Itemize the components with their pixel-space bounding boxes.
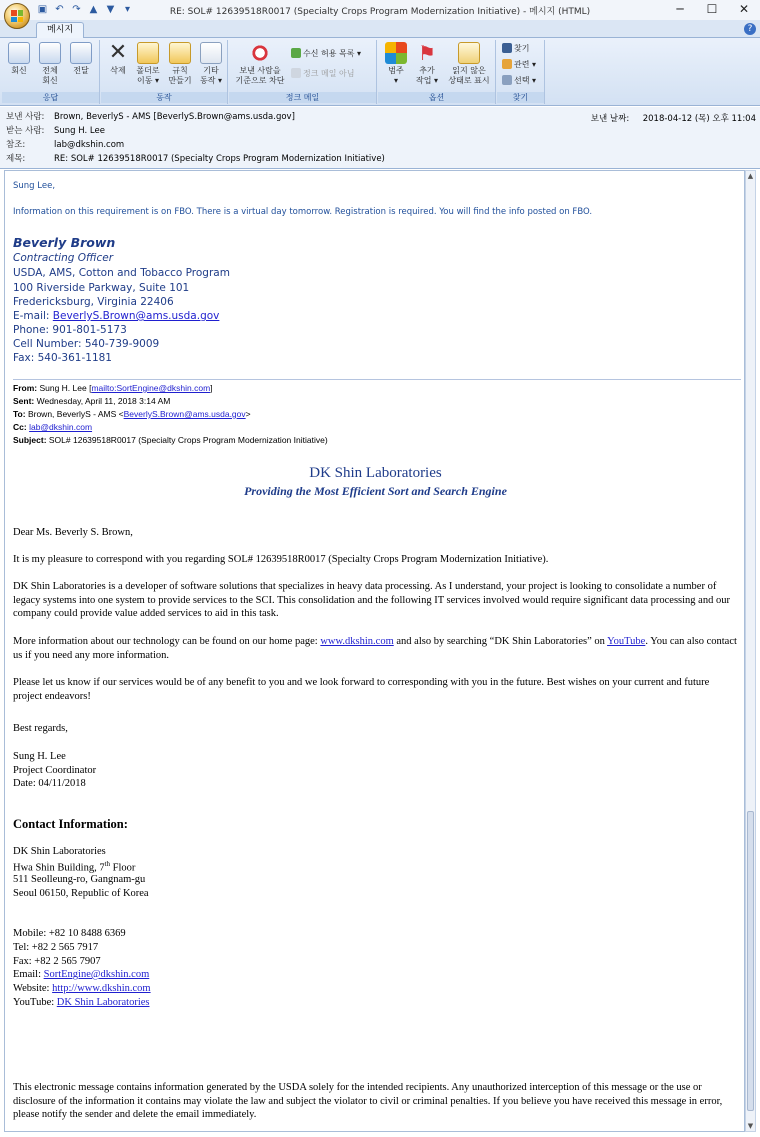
scroll-down-icon[interactable]: ▼ bbox=[747, 1122, 754, 1130]
title-bar bbox=[0, 0, 760, 20]
disclaimer: This electronic message contains information generated by the USDA solely for the intended recipients. Any unauthorized interception of this message or the use or disclosure of the information it contains may violate the law and subject the violator to civil or criminal penalties. If you believe you have received this message in error, please notify the sender and delete the email immediately. bbox=[13, 1082, 723, 1120]
header-from: 보낸 사람: Brown, BeverlyS - AMS [BeverlyS.Brown@ams.usda.gov] bbox=[6, 112, 295, 122]
follow-up-button[interactable]: ⚑ 추가 작업 ▾ bbox=[415, 41, 438, 85]
categorize-icon bbox=[385, 42, 407, 64]
contact-youtube-link[interactable]: DK Shin Laboratories bbox=[56, 997, 150, 1008]
reply-body: Information on this requirement is on FBO. There is a virtual day tomorrow. Registration is required. You will find the info posted on FBO. bbox=[13, 207, 593, 217]
letter-role: Project Coordinator bbox=[13, 765, 97, 776]
signature-name: Beverly Brown bbox=[13, 235, 116, 250]
header-to: 받는 사람: Sung H. Lee bbox=[6, 126, 105, 136]
company-tagline: Providing the Most Efficient Sort and Search Engine bbox=[244, 484, 507, 498]
office-logo-icon bbox=[11, 10, 23, 22]
group-actions-label: 동작 bbox=[101, 92, 227, 103]
group-junk bbox=[229, 40, 377, 104]
contact-fax: Fax: +82 2 565 7907 bbox=[13, 956, 101, 967]
signature-address-2: Fredericksburg, Virginia 22406 bbox=[13, 296, 174, 308]
redo-icon[interactable]: ↷ bbox=[72, 4, 81, 15]
contact-tel: Tel: +82 2 565 7917 bbox=[13, 942, 99, 953]
reply-button[interactable]: 회신 bbox=[6, 42, 32, 76]
group-find bbox=[497, 40, 545, 104]
group-options bbox=[378, 40, 496, 104]
contact-street: 511 Seolleung-ro, Gangnam-gu bbox=[13, 874, 146, 885]
categorize-button[interactable]: 범주 ▾ bbox=[382, 42, 410, 86]
delete-icon: ✕ bbox=[108, 40, 128, 65]
sent-value: 2018-04-12 (목) 오후 11:04 bbox=[642, 114, 756, 124]
ribbon bbox=[0, 38, 760, 106]
ribbon-tab-row bbox=[0, 20, 760, 38]
letter-salutation: Dear Ms. Beverly S. Brown, bbox=[13, 527, 133, 538]
flag-icon: ⚑ bbox=[418, 41, 436, 65]
letter-paragraph-1: It is my pleasure to correspond with you regarding SOL# 12639518R0017 (Specialty Crops Program Modernization Initiative). bbox=[13, 554, 549, 565]
other-actions-button[interactable]: 기타 동작 ▾ bbox=[197, 42, 225, 86]
envelope-icon bbox=[458, 42, 480, 64]
contact-city: Seoul 06150, Republic of Korea bbox=[13, 888, 149, 899]
signature-title: Contracting Officer bbox=[13, 252, 114, 264]
fwd-to: To: Brown, BeverlyS - AMS <BeverlyS.Brown@ams.usda.gov> bbox=[13, 409, 251, 419]
move-to-folder-button[interactable]: 폴더로 이동 ▾ bbox=[133, 42, 163, 86]
letter-paragraph-3: More information about our technology can be found on our home page: www.dkshin.com and also by searching “DK Shin Laboratories” on YouTube. You can also contact us if you need any more information. bbox=[13, 636, 737, 661]
signature-fax: Fax: 540-361-1181 bbox=[13, 352, 112, 364]
folder-icon bbox=[137, 42, 159, 64]
forward-button[interactable]: 전달 bbox=[68, 42, 94, 76]
delete-button[interactable]: ✕ 삭제 bbox=[108, 40, 128, 75]
letter-closing: Best regards, bbox=[13, 723, 68, 734]
undo-icon[interactable]: ↶ bbox=[55, 4, 64, 15]
message-headers bbox=[0, 107, 760, 169]
letter-paragraph-2: DK Shin Laboratories is a developer of software solutions that specializes in heavy data processing. As I understand, your project is looking to consolidate a number of legacy systems into one system to provide services to the SCI. This consolidation and the following IT services involved would require significant data processing and our company could provide value added services to aid in this task. bbox=[13, 581, 730, 619]
contact-email: Email: SortEngine@dkshin.com bbox=[13, 969, 150, 980]
scroll-up-icon[interactable]: ▲ bbox=[747, 172, 754, 180]
fwd-to-link[interactable]: BeverlyS.Brown@ams.usda.gov bbox=[123, 409, 246, 419]
letter-name: Sung H. Lee bbox=[13, 751, 66, 762]
create-rule-button[interactable]: 규칙 만들기 bbox=[165, 42, 195, 86]
reply-all-icon bbox=[39, 42, 61, 64]
scroll-thumb[interactable] bbox=[747, 811, 754, 1111]
fwd-sent: Sent: Wednesday, April 11, 2018 3:14 AM bbox=[13, 396, 171, 406]
related-button[interactable]: 관련 ▾ bbox=[502, 59, 536, 71]
homepage-link[interactable]: www.dkshin.com bbox=[320, 636, 394, 647]
safe-list-button[interactable]: 수신 허용 목록 ▾ bbox=[291, 48, 361, 60]
letter-date: Date: 04/11/2018 bbox=[13, 778, 86, 789]
message-body[interactable] bbox=[4, 170, 745, 1132]
company-title: DK Shin Laboratories bbox=[309, 465, 442, 481]
tab-message[interactable]: 메시지 bbox=[36, 22, 84, 38]
window-title: RE: SOL# 12639518R0017 (Specialty Crops Program Modernization Initiative) - 메시지 (HTML) bbox=[169, 7, 591, 17]
letter-paragraph-4: Please let us know if our services would be of any benefit to you and we look forward to corresponding with you in the future. Best wishes on your current and future project endeavors! bbox=[13, 677, 710, 702]
rules-icon bbox=[169, 42, 191, 64]
find-button[interactable]: 찾기 bbox=[502, 43, 529, 55]
contact-mobile: Mobile: +82 10 8488 6369 bbox=[13, 928, 126, 939]
contact-youtube: YouTube: DK Shin Laboratories bbox=[13, 997, 150, 1008]
contact-heading: Contact Information: bbox=[13, 817, 128, 831]
group-options-label: 옵션 bbox=[378, 92, 495, 103]
reply-icon bbox=[8, 42, 30, 64]
binoculars-icon bbox=[502, 43, 512, 53]
contact-website: Website: http://www.dkshin.com bbox=[13, 983, 151, 994]
fwd-cc-link[interactable]: lab@dkshin.com bbox=[29, 422, 93, 432]
contact-email-link[interactable]: SortEngine@dkshin.com bbox=[43, 969, 150, 980]
signature-email-link[interactable]: BeverlyS.Brown@ams.usda.gov bbox=[52, 310, 220, 322]
divider bbox=[13, 379, 741, 380]
save-icon[interactable]: ▣ bbox=[37, 4, 48, 15]
close-button[interactable]: ✕ bbox=[738, 2, 750, 16]
vertical-scrollbar[interactable] bbox=[745, 170, 756, 1132]
forwarded-header bbox=[13, 379, 741, 451]
next-item-icon[interactable]: ▼ bbox=[106, 4, 115, 15]
fwd-cc: Cc: lab@dkshin.com bbox=[13, 422, 93, 432]
office-button[interactable] bbox=[4, 3, 30, 29]
header-cc: 참조: lab@dkshin.com bbox=[6, 140, 125, 150]
signature-phone: Phone: 901-801-5173 bbox=[13, 324, 127, 336]
not-junk-icon bbox=[291, 68, 301, 78]
mark-unread-button[interactable]: 읽지 않은 상태로 표시 bbox=[444, 42, 494, 86]
signature-cell: Cell Number: 540-739-9009 bbox=[13, 338, 160, 350]
cursor-icon bbox=[502, 75, 512, 85]
group-actions bbox=[101, 40, 228, 104]
reply-all-button[interactable]: 전체 회신 bbox=[36, 42, 64, 86]
group-find-label: 찾기 bbox=[497, 92, 544, 103]
group-reply bbox=[2, 40, 100, 104]
safe-list-icon bbox=[291, 48, 301, 58]
window-controls bbox=[664, 0, 760, 20]
related-icon bbox=[502, 59, 512, 69]
from-value[interactable]: Brown, BeverlyS - AMS [BeverlyS.Brown@ams.usda.gov] bbox=[54, 112, 295, 122]
contact-website-link[interactable]: http://www.dkshin.com bbox=[52, 983, 151, 994]
fwd-from: From: Sung H. Lee [mailto:SortEngine@dkshin.com] bbox=[13, 383, 213, 393]
help-icon[interactable]: ? bbox=[744, 23, 756, 35]
signature-org: USDA, AMS, Cotton and Tobacco Program bbox=[13, 267, 230, 279]
header-sent: 보낸 날짜: 2018-04-12 (목) 오후 11:04 bbox=[590, 114, 756, 124]
contact-company: DK Shin Laboratories bbox=[13, 846, 106, 857]
customize-qat-icon[interactable]: ▾ bbox=[124, 4, 131, 15]
other-actions-icon bbox=[200, 42, 222, 64]
group-junk-label: 정크 메일 bbox=[229, 92, 376, 103]
maximize-button[interactable]: ☐ bbox=[706, 2, 718, 16]
header-subject: 제목: RE: SOL# 12639518R0017 (Specialty Crops Program Modernization Initiative) bbox=[6, 154, 385, 164]
youtube-link[interactable]: YouTube bbox=[607, 636, 646, 647]
forward-icon bbox=[70, 42, 92, 64]
minimize-button[interactable]: ─ bbox=[676, 2, 684, 16]
cc-value[interactable]: lab@dkshin.com bbox=[54, 140, 125, 150]
select-button[interactable]: 선택 ▾ bbox=[502, 75, 536, 87]
group-reply-label: 응답 bbox=[2, 92, 99, 103]
signature-address-1: 100 Riverside Parkway, Suite 101 bbox=[13, 282, 190, 294]
not-junk-button[interactable]: 정크 메일 아님 bbox=[291, 68, 354, 80]
reply-greeting: Sung Lee, bbox=[13, 181, 56, 191]
contact-building: Hwa Shin Building, 7th Floor bbox=[13, 860, 136, 874]
previous-item-icon[interactable]: ▲ bbox=[89, 4, 98, 15]
to-value[interactable]: Sung H. Lee bbox=[54, 126, 105, 136]
block-sender-button[interactable]: 보낸 사람을 기준으로 차단 bbox=[231, 42, 289, 86]
block-sender-icon bbox=[249, 42, 271, 64]
fwd-subject: Subject: SOL# 12639518R0017 (Specialty Crops Program Modernization Initiative) bbox=[13, 435, 328, 445]
fwd-from-link[interactable]: mailto:SortEngine@dkshin.com bbox=[91, 383, 211, 393]
subject-value: RE: SOL# 12639518R0017 (Specialty Crops Program Modernization Initiative) bbox=[54, 154, 385, 164]
signature-email: E-mail: BeverlyS.Brown@ams.usda.gov bbox=[13, 310, 220, 322]
